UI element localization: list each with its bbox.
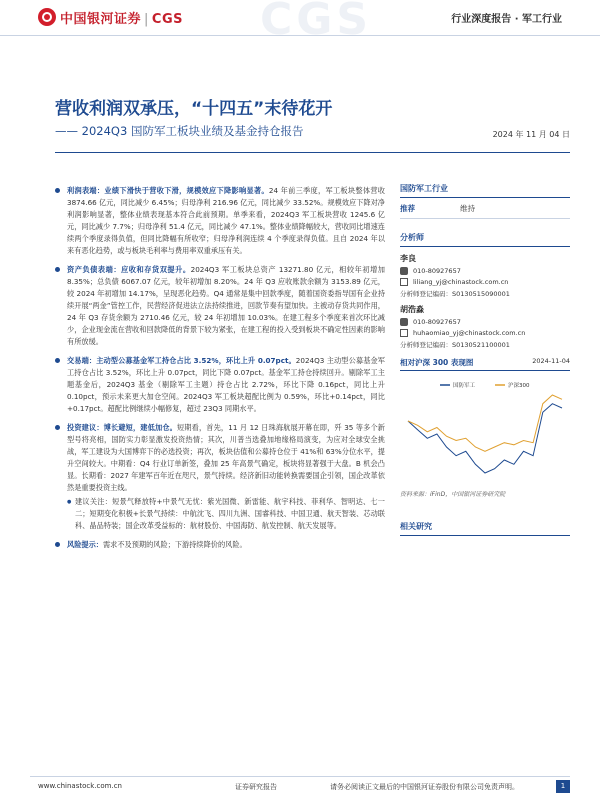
bullet-advice	[55, 422, 385, 532]
analyst-label: 分析师	[400, 229, 570, 247]
chart-header	[400, 357, 570, 371]
report-title: 营收利润双承压，“十四五”末待花开	[55, 99, 333, 119]
series-line-0	[408, 404, 562, 473]
bullet-balance	[55, 264, 385, 348]
bullet-head: 风险提示：	[67, 540, 103, 549]
legend-label-0: 国防军工	[453, 383, 476, 389]
analyst-card	[400, 304, 570, 349]
chart-title: 相对沪深 300 表现图	[400, 358, 474, 367]
analyst-email[interactable]: liliang_yj@chinastock.com.cn	[413, 278, 509, 286]
bullet-sub-recommend: ● 建议关注：短景气释放特+中景气无忧：紫光国微、新雷能、航宇科技、菲利华、智明达、七一二；短期变化积极+长景气持续：中航沈飞、四川九洲、国睿科技、中国卫通、航天智装、芯动联科、晶品特装；国企改革受益标的：航材股份、中国海防、航发控制、航天发展等。	[67, 496, 385, 532]
footer-divider	[30, 776, 570, 777]
analyst-cert: 分析师登记编码：S0130515090001	[400, 290, 510, 298]
bullet-body: 24 年前三季度，军工板块整体营收 3874.66 亿元，同比减少 6.45%；归母净利 216.96 亿元，同比减少 33.52%。规模效应下降对净利润影响显著，整体业绩表现基本符合此前预期。单季来看，2024Q3 军工板块营收 1245.6 亿元，同比减少 7.7%；归母净利 51.4 亿元，同比减少 47.1%。整体业绩降幅较大，营收同比增速连续两个季度录得负值，但同比降幅有所收窄；归母净利润连续 4 个季度录得负值。且自 2024 年以来有恶化趋势，或与板块毛利率与费用率双重承压有关。	[67, 186, 385, 255]
bullet-body: 需求不及预期的风险；下游持续降价的风险。	[102, 540, 247, 549]
analyst-email[interactable]: huhaomiao_yj@chinastock.com.cn	[413, 329, 526, 337]
bullet-body: 2024Q3 主动型公募基金军工持仓占比 3.52%，环比上升 0.07pct，同比下降 0.07pct。基金军工持仓持续回升。剔除军工主题基金后，2024Q3 基金（剔除军工主题）持仓占比 2.72%，环比下降 0.16pct，同比上升 0.10pct，预示未来更大加仓空间。2024Q3 军工板块超配比例为 0.59%，环比+0.14pct，同比+0.17pct。超配比例继续小幅修复，超过 23Q3 同期水平。	[67, 356, 385, 413]
series-line-1	[408, 395, 562, 451]
bullet-income	[55, 185, 385, 257]
bullet-dot-icon	[55, 542, 60, 547]
analyst-card	[400, 253, 570, 298]
analyst-phone: 010-80927657	[413, 267, 461, 275]
report-date: 2024 年 11 月 04 日	[492, 130, 570, 139]
summary-column	[55, 185, 385, 558]
bullet-head: 交易端：主动型公募基金军工持仓占比 3.52%，环比上升 0.07pct。	[67, 356, 296, 365]
bullet-head: 资产负债表端：应收和存货双提升。	[67, 265, 191, 274]
analyst-name: 李良	[400, 254, 416, 263]
chart-date: 2024-11-04	[532, 357, 570, 365]
report-subtitle: —— 2024Q3 国防军工板块业绩及基金持仓报告	[55, 124, 304, 138]
page-number: 1	[556, 780, 570, 793]
analyst-name: 胡浩淼	[400, 305, 424, 314]
bullet-dot-icon	[55, 188, 60, 193]
industry-label: 国防军工行业	[400, 180, 570, 198]
bullet-head: 利润表端：业绩下滑快于营收下滑，规模效应下降影响显著。	[67, 186, 269, 195]
bullet-dot-icon	[55, 425, 60, 430]
watermark: CGS	[260, 0, 373, 45]
bullet-dot-icon	[55, 267, 60, 272]
mail-icon	[400, 329, 408, 337]
chart-svg	[400, 377, 570, 487]
bullet-body: 2024Q3 军工板块总资产 13271.80 亿元，相较年初增加 8.35%；总负债 6067.07 亿元，较年初增加 8.20%。24 年 Q3 应收账款余额为 3153.89 亿元，较 2024 年初增加 14.17%，呈现恶化趋势。Q4 通常是集中回款季度，随着国资委指导国有企业持续开展“两金”管控工作，民营经济促进法立法持续推进，回款节奏有望加快。主被动存货共同作用，24 年 Q3 存货余额为 2710.46 亿元，较 24 年初增加 10.03%。在建工程多个季度来首次环比减少，企业现金流在营收和回款降低的背景下较为紧张，在建工程的投入受到板块不确定性因素的影响有所放缓。	[67, 265, 385, 346]
bullet-head: 投资建议：博长避短，建低加仓。	[67, 423, 177, 432]
logo-icon	[38, 8, 56, 26]
related-research-label: 相关研究	[400, 518, 570, 536]
performance-chart	[400, 377, 570, 487]
rating-value: 维持	[460, 204, 475, 213]
bullet-body: 短期看，首先，11 月 12 日珠海航展开幕在即，歼 35 等多个新型号将亮相，国防实力彰显激发投资热情；其次，川普当选叠加地缘格局演变，为应对全球安全挑战，军工建设为大国博弈下的必选投资；再次，板块估值和公募持仓位于 41%和 63%分位水平，提升空间较大。中期看：Q4 行业订单新签，叠加 25 年高景气确定，板块将显著强于大盘。B 机会凸显。长期看：2027 年建军百年近在咫尺，景气持续。经济新旧动能转换需要国企引领，国企改革依然是重要投资主线。	[67, 423, 385, 492]
phone-icon	[400, 267, 408, 275]
page-header	[0, 0, 600, 45]
company-logo: 中国银河证券 | CGS	[60, 12, 183, 27]
page-footer	[30, 780, 570, 794]
analyst-phone: 010-80927657	[413, 318, 461, 326]
chart-source: 资料来源：iFinD，中国银河证券研究院	[400, 491, 506, 498]
bullet-trading	[55, 355, 385, 415]
rating-key: 推荐	[400, 204, 415, 213]
footer-site[interactable]: www.chinastock.com.cn	[38, 782, 122, 790]
legend-label-1: 沪深300	[508, 383, 530, 389]
analyst-cert: 分析师登记编码：S0130521100001	[400, 341, 510, 349]
rating-row	[400, 203, 570, 219]
bullet-risk	[55, 539, 385, 551]
footer-disclaimer: 请务必阅读正文最后的中国银河证券股份有限公司免责声明。	[330, 783, 519, 791]
mail-icon	[400, 278, 408, 286]
bullet-dot-icon	[55, 358, 60, 363]
report-type: 行业深度报告 · 军工行业	[451, 14, 562, 25]
footer-center: 证券研究报告	[235, 783, 277, 791]
phone-icon	[400, 318, 408, 326]
sidebar-column	[400, 180, 570, 536]
title-divider	[55, 152, 570, 153]
